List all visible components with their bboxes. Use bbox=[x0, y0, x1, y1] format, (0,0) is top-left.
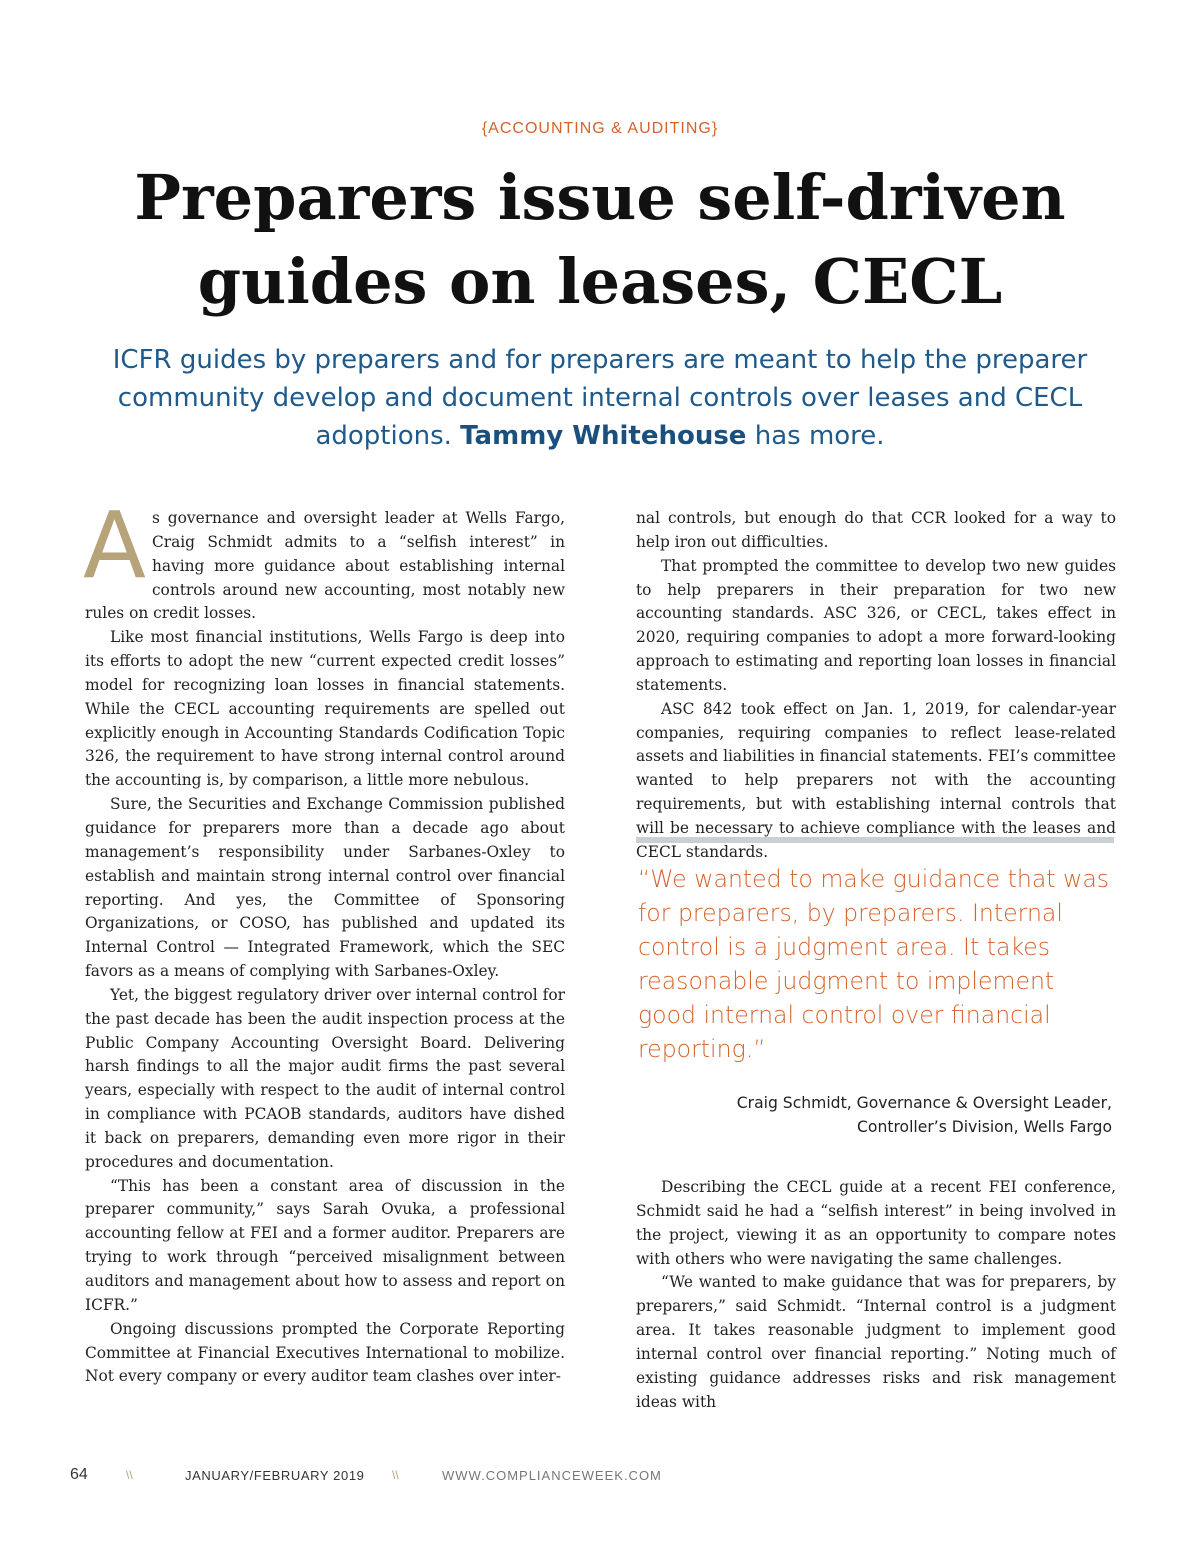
pull-quote: “We wanted to make guidance that was for preparers, by preparers. Internal control is a judgment area. It takes reasonable judgment to implement good internal control over financial reporting.” bbox=[638, 865, 1110, 1063]
body-paragraph: Yet, the biggest regulatory driver over internal control for the past decade has been the audit inspection process at the Public Company Accounting Oversight Board. Delivering harsh findings to all the major audit firms the past several years, especially with respect to the audit of internal control in compliance with PCAOB standards, auditors have dished it back on preparers, demanding even more rigor in their procedures and documentation. bbox=[85, 985, 565, 1171]
article-title: Preparers issue self-driven guides on leases, CECL bbox=[134, 161, 1066, 318]
body-paragraph: Describing the CECL guide at a recent FEI conference, Schmidt said he had a “selfish interest” in being involved in the project, viewing it as an opportunity to compare notes with others who were navigating the same challenges. bbox=[636, 1178, 1116, 1268]
page-number: 64 bbox=[70, 1466, 88, 1483]
body-paragraph: Like most financial institutions, Wells Fargo is deep into its efforts to adopt the new “current expected credit losses” model for recognizing loan losses in financial statements. While the CECL accounting requirements are spelled out explicitly enough in Accounting Standards Codification Topic 326, the requirement to have strong internal control around the accounting is, by comparison, a little more nebulous. bbox=[85, 628, 565, 790]
body-paragraph: “We wanted to make guidance that was for preparers, by preparers,” said Schmidt. “Internal control is a judgment area. It takes reasonable judgment to implement good internal control over financial reporting.” Noting much of existing guidance addresses risks and risk management ideas with bbox=[636, 1273, 1116, 1411]
drop-cap: A bbox=[83, 492, 146, 599]
paragraph-text: s governance and oversight leader at Wells Fargo, Craig Schmidt admits to a “selfish interest” in having more guidance about establishing internal controls around new accounting, most notably new rules on credit losses. bbox=[85, 509, 565, 623]
pull-quote-divider bbox=[636, 837, 1114, 843]
section-kicker: {ACCOUNTING & AUDITING} bbox=[481, 120, 719, 137]
article-column-right-bottom bbox=[636, 1176, 1116, 1414]
article-deck bbox=[60, 341, 1140, 455]
body-paragraph: Ongoing discussions prompted the Corporate Reporting Committee at Financial Executives International to mobilize. Not every company or every auditor team clashes over inter- bbox=[85, 1319, 565, 1386]
deck-text: ICFR guides by preparers and for preparers are meant to help the preparer community develop and document internal controls over leases and CECL adoptions. bbox=[112, 345, 1088, 451]
issue-date: JANUARY/FEBRUARY 2019 bbox=[185, 1468, 365, 1483]
attribution-line: Controller’s Division, Wells Fargo bbox=[857, 1118, 1112, 1136]
website-url: WWW.COMPLIANCEWEEK.COM bbox=[442, 1468, 662, 1483]
body-paragraph bbox=[83, 492, 565, 626]
body-paragraph: nal controls, but enough do that CCR looked for a way to help iron out difficulties. bbox=[636, 509, 1116, 551]
article-column-left bbox=[83, 492, 565, 1389]
author-name: Tammy Whitehouse bbox=[460, 421, 747, 451]
body-paragraph: ASC 842 took effect on Jan. 1, 2019, for calendar-year companies, requiring companies to reflect lease-related assets and liabilities in financial statements. FEI’s committee wanted to help preparers not with the accounting requirements, but with establishing internal controls that will be necessary to achieve compliance with the leases and CECL standards. bbox=[636, 699, 1116, 861]
body-paragraph: Sure, the Securities and Exchange Commission published guidance for preparers more than a decade ago about management’s responsibility under Sarbanes-Oxley to establish and maintain strong internal control over financial reporting. And yes, the Committee of Sponsoring Organizations, or COSO, has published and updated its Internal Control — Integrated Framework, which the SEC favors as a means of complying with Sarbanes-Oxley. bbox=[85, 795, 565, 981]
article-column-right-top bbox=[636, 507, 1116, 865]
deck-text-end: has more. bbox=[746, 421, 885, 451]
footer-separator: \\ bbox=[392, 1468, 399, 1482]
body-paragraph: “This has been a constant area of discussion in the preparer community,” says Sarah Ovuka, a professional accounting fellow at FEI and a former auditor. Preparers are trying to work through “perceived misalignment between auditors and management about how to assess and report on ICFR.” bbox=[85, 1176, 565, 1314]
attribution-line: Craig Schmidt, Governance & Oversight Leader, bbox=[736, 1094, 1112, 1112]
footer-separator: \\ bbox=[126, 1468, 133, 1482]
body-paragraph: That prompted the committee to develop two new guides to help preparers in their preparation for two new accounting standards. ASC 326, or CECL, takes effect in 2020, requiring companies to adopt a more forward-looking approach to estimating and reporting loan losses in financial statements. bbox=[636, 556, 1116, 694]
pull-quote-attribution bbox=[636, 1091, 1112, 1139]
